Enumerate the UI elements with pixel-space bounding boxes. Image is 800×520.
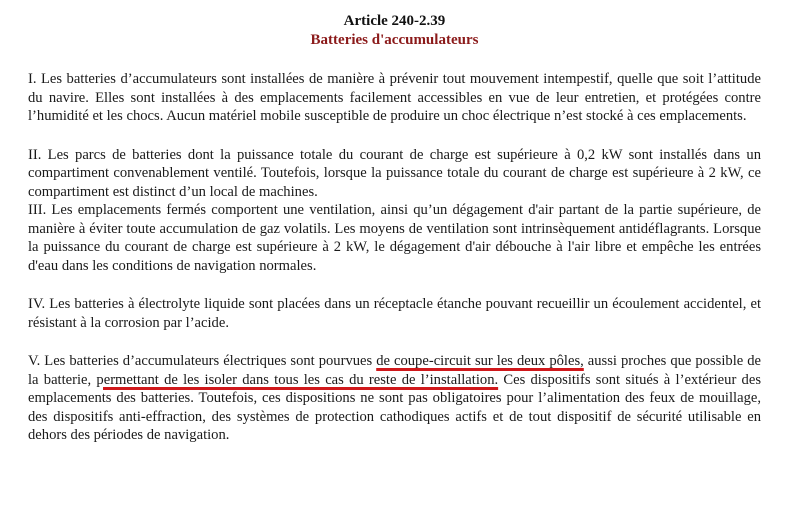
paragraph-v-text-3: Ces dispositifs sont situés à l’extérieur des emplacements des batteries. Toutefois, ces dispositions ne sont pas obligatoires pour l’alimentation des feux de mouillage, des dispositifs anti-effraction, des systèmes de protection cathodiques actifs et de tout dispositif de sécurité utilisable en dehors des périodes de navigation. xyxy=(28,371,761,443)
document-page xyxy=(28,12,761,445)
underlined-isolation-text: permettant de les isoler dans tous les cas du reste de l’installation. xyxy=(96,371,499,388)
article-title: Batteries d'accumulateurs xyxy=(310,32,479,48)
paragraph-iv: IV. Les batteries à électrolyte liquide sont placées dans un réceptacle étanche pouvant recueillir un écoulement accidentel, et résistant à la corrosion par l’acide. xyxy=(28,296,761,331)
paragraph-v xyxy=(28,352,761,445)
underlined-circuit-breaker-text: de coupe-circuit sur les deux pôles, xyxy=(376,353,584,369)
paragraph-iii: III. Les emplacements fermés comportent une ventilation, ainsi qu’un dégagement d'air partant de la partie supérieure, de manière à éviter toute accumulation de gaz volatils. Les moyens de ventilation sont intrinsèquement antidéflagrants. Lorsque la puissance du courant de charge est supérieure à 2 kW, le dégagement d'air débouche à l'air libre et empêche les entrées d'eau dans les conditions de navigation normales. xyxy=(28,202,761,274)
article-number: Article 240-2.39 xyxy=(343,13,446,29)
paragraph-ii: II. Les parcs de batteries dont la puissance totale du courant de charge est supérieure à 0,2 kW sont installés dans un compartiment convenablement ventilé. Toutefois, lorsque la puissance totale du courant de charge est supérieure à 2 kW, ce compartiment est distinct d’un local de machines. xyxy=(28,146,761,200)
paragraph-v-text-2: aussi proches que possible de la batterie, xyxy=(28,353,761,388)
paragraph-v-text-1: V. Les batteries d’accumulateurs électriques sont pourvues xyxy=(28,353,377,369)
article-heading xyxy=(28,12,761,50)
paragraph-i: I. Les batteries d’accumulateurs sont installées de manière à prévenir tout mouvement intempestif, quelle que soit l’attitude du navire. Elles sont installées à des emplacements facilement accessibles en vue de leur entretien, et protégées contre l’humidité et les chocs. Aucun matériel mobile susceptible de produire un choc électrique n’est stocké à ces emplacements. xyxy=(28,71,761,124)
